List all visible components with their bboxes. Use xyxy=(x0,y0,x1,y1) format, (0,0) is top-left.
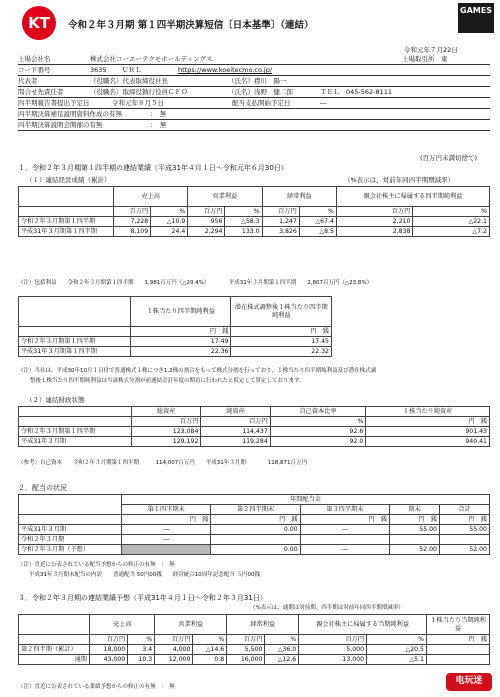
unit-cell: 百万円 xyxy=(336,207,413,217)
value-cell: 0.00 xyxy=(211,525,300,535)
col-net-assets: 純資産 xyxy=(201,407,270,417)
unit-cell: 百万円 xyxy=(262,207,299,217)
value-cell: 2,210 xyxy=(336,217,413,227)
operating-results-table xyxy=(18,186,490,237)
value-cell: 4,000 xyxy=(155,645,193,655)
value-cell: 22.36 xyxy=(130,347,231,357)
unit-cell: 円 銭 xyxy=(427,635,490,645)
unit-cell: 百万円 xyxy=(188,207,225,217)
unit-row-label xyxy=(19,417,132,427)
corner-cell xyxy=(19,187,114,207)
value-cell: ― xyxy=(300,525,389,535)
unit-cell: 円 銭 xyxy=(366,417,490,427)
value-cell: 7,228 xyxy=(114,217,151,227)
col-ord-income: 経常利益 xyxy=(262,187,336,207)
annual-dividend-group: 年間配当金 xyxy=(122,495,490,505)
value-cell: △14.6 xyxy=(193,645,227,655)
value-cell: 12,000 xyxy=(155,655,193,665)
exchange: 上場取引所 東 xyxy=(402,55,448,63)
table-row xyxy=(19,347,332,357)
value-cell: 52.00 xyxy=(390,545,440,555)
listed-label: 上場会社名 xyxy=(18,55,51,63)
unit-cell: 百万円 xyxy=(90,635,128,645)
table-row xyxy=(19,545,490,555)
row-label: 第２四半期（累計） xyxy=(19,645,90,655)
value-cell: 17.49 xyxy=(130,337,231,347)
col-equity-ratio: 自己資本比率 xyxy=(270,407,366,417)
unit-row-label xyxy=(19,207,114,217)
corner-cell xyxy=(19,407,132,417)
value-cell: 2,294 xyxy=(188,227,225,237)
value-cell xyxy=(440,535,490,545)
col-sales: 売上高 xyxy=(114,187,188,207)
unit-cell: 円 銭 xyxy=(390,515,440,525)
divider xyxy=(18,119,490,120)
url-label: ＵＲＬ xyxy=(122,66,142,74)
unit-cell: % xyxy=(151,207,188,217)
rep-name: （氏名）襟川 陽一 xyxy=(228,77,287,85)
value-cell xyxy=(390,535,440,545)
unit-cell: % xyxy=(265,635,299,645)
value-cell xyxy=(427,655,490,665)
col-diluted-eps: 潜在株式調整後１株当たり四半期純利益 xyxy=(231,297,332,327)
row-label: 平成31年３月期 xyxy=(19,437,132,447)
col-op-income: 営業利益 xyxy=(188,187,262,207)
value-cell: △12.6 xyxy=(265,655,299,665)
value-cell: △67.4 xyxy=(299,217,336,227)
unit-cell: 百万円 xyxy=(299,635,367,645)
value-cell: 43,000 xyxy=(90,655,128,665)
divider xyxy=(18,64,490,65)
unit-cell: 百万円 xyxy=(227,635,265,645)
unit-cell: 百万円 xyxy=(114,207,151,217)
table-row xyxy=(19,525,490,535)
unit-cell: % xyxy=(270,417,366,427)
value-cell: 5,500 xyxy=(227,645,265,655)
rep-label: 代表者 xyxy=(18,77,38,85)
document-title: 令和２年３月期 第１四半期決算短信〔日本基準〕（連結） xyxy=(68,20,314,31)
site-logo-text: GAMES xyxy=(460,6,492,15)
value-cell: 18,000 xyxy=(90,645,128,655)
table-row xyxy=(19,645,490,655)
value-cell: 24.4 xyxy=(151,227,188,237)
divider xyxy=(18,75,490,76)
value-cell: △10.9 xyxy=(151,217,188,227)
value-cell: △8.5 xyxy=(299,227,336,237)
section3-note: （%表示は、通期は対前期、四半期は対前年同四半期増減率） xyxy=(250,605,404,611)
row-label: 令和２年３月期第１四半期 xyxy=(19,337,131,347)
code-value: 3635 xyxy=(90,66,107,74)
report-date-value: 令和元年８月５日 xyxy=(112,99,164,107)
corner-cell xyxy=(19,495,122,515)
col-total: 合計 xyxy=(440,505,490,515)
unit-cell: 円 銭 xyxy=(231,327,332,337)
section1-sub2: （２）連結財政状態 xyxy=(26,396,85,404)
value-cell: ― xyxy=(122,525,211,535)
value-cell xyxy=(300,535,389,545)
col-q2: 第２四半期末 xyxy=(211,505,300,515)
col-net-income: 親会社株主に帰属する四半期純利益 xyxy=(336,187,489,207)
value-cell: 52.00 xyxy=(440,545,490,555)
value-cell: 92.0 xyxy=(270,437,366,447)
value-cell: 956 xyxy=(188,217,225,227)
contact-role: （役職名）取締役執行役員ＣＦＯ xyxy=(90,88,188,96)
listed-value: 株式会社コーエーテクモホールディングス xyxy=(90,55,213,63)
dividend-table xyxy=(18,494,490,555)
col-op-income: 営業利益 xyxy=(155,615,227,635)
value-cell: ― xyxy=(300,545,389,555)
value-cell: 92.6 xyxy=(270,427,366,437)
value-cell: 22.32 xyxy=(231,347,332,357)
section2-heading: ２．配当の状況 xyxy=(18,484,67,492)
unit-cell: % xyxy=(225,207,262,217)
value-cell xyxy=(427,645,490,655)
dividend-note2: 平成31年３月期末配当の内訳 普通配当 50円00銭 経営統合10周年記念配当 ５円00銭 xyxy=(18,572,260,578)
col-year-end: 期末 xyxy=(390,505,440,515)
value-cell: ― xyxy=(122,535,211,545)
unit-cell: % xyxy=(413,207,490,217)
value-cell: △22.1 xyxy=(413,217,490,227)
value-cell: 0.00 xyxy=(211,545,300,555)
col-net-income: 親会社株主に帰属する当期純利益 xyxy=(299,615,427,635)
value-cell: 1,247 xyxy=(262,217,299,227)
row-label: 平成31年３月期第１四半期 xyxy=(19,227,114,237)
value-cell: 5,000 xyxy=(299,645,367,655)
rep-role: （役職名）代表取締役社長 xyxy=(90,77,168,85)
col-ord-income: 経常利益 xyxy=(227,615,299,635)
row-label: 平成31年３月期第１四半期 xyxy=(19,347,131,357)
contact-tel: ＴＥＬ 045-562-8111 xyxy=(320,88,393,96)
table-row xyxy=(19,217,490,227)
unit-cell: 百万円 xyxy=(155,635,193,645)
section3-heading: ３．令和２年３月期の連結業績予想（平成31年４月１日～令和２年３月31日） xyxy=(18,594,267,602)
divider xyxy=(18,108,490,109)
col-eps: １株当たり当期純利益 xyxy=(427,615,490,635)
col-total-assets: 総資産 xyxy=(132,407,201,417)
table-row xyxy=(19,515,490,525)
value-cell: △58.3 xyxy=(225,217,262,227)
forecast-note: （注）直近に公表されている業績予想からの修正の有無 ： 無 xyxy=(18,684,175,690)
unit-cell: % xyxy=(128,635,155,645)
eps-table xyxy=(18,296,332,357)
forecast-table xyxy=(18,614,490,665)
unit-cell: 円 銭 xyxy=(122,515,211,525)
comprehensive-income-note: （注）包括利益 令和２年３月期第１四半期 1,981百万円（△29.4%） 平成31年３月期第１四半期 2,807百万円（△23.8%） xyxy=(18,280,373,286)
row-label: 通期 xyxy=(19,655,90,665)
unit-cell: % xyxy=(367,635,427,645)
value-cell: △36.0 xyxy=(265,645,299,655)
section1-sub1: （１）連結経営成績（累計） xyxy=(26,176,111,184)
row-label: 令和２年３月期 xyxy=(19,535,122,545)
value-cell: 0.8 xyxy=(193,655,227,665)
code-label: コード番号 xyxy=(18,66,51,74)
col-q1: 第１四半期末 xyxy=(122,505,211,515)
value-cell: 114,437 xyxy=(201,427,270,437)
unit-note: (百万円未満切捨て) xyxy=(420,154,478,162)
unit-cell: 円 銭 xyxy=(130,327,231,337)
unit-cell: 百万円 xyxy=(132,417,201,427)
table-row xyxy=(19,655,490,665)
contact-label: 問合せ先責任者 xyxy=(18,88,64,96)
unit-cell: % xyxy=(299,207,336,217)
report-date: 令和元年７月22日 xyxy=(404,46,458,54)
table-row xyxy=(19,337,332,347)
shaded-cell xyxy=(122,545,211,555)
value-cell: 129,192 xyxy=(132,437,201,447)
corner-cell xyxy=(19,297,131,327)
col-eps: １株当たり四半期純利益 xyxy=(130,297,231,327)
unit-cell: 百万円 xyxy=(201,417,270,427)
site-logo xyxy=(458,3,494,33)
value-cell: 133.0 xyxy=(225,227,262,237)
financial-position-table xyxy=(18,406,490,447)
col-sales: 売上高 xyxy=(90,615,155,635)
value-cell: 17.45 xyxy=(231,337,332,347)
supp-value: ： 無 xyxy=(150,110,167,118)
equity-note: （参考）自己資本 令和２年３月期第１四半期 114,007百万円 平成31年３月期 118,871百万円 xyxy=(18,460,307,466)
dividend-value: ― xyxy=(320,99,327,107)
report-date-label: 四半期報告書提出予定日 xyxy=(18,99,90,107)
dividend-note1: （注）直近に公表されている配当予想からの修正の有無 ： 無 xyxy=(18,562,175,568)
value-cell: 901.43 xyxy=(366,427,490,437)
watermark-logo: 电玩迷 xyxy=(446,673,492,691)
corner-cell xyxy=(19,615,90,635)
value-cell xyxy=(211,535,300,545)
divider xyxy=(18,130,490,131)
value-cell: △7.2 xyxy=(413,227,490,237)
eps-note-line2: 整後１株当たり四半期純利益は当該株式分割が前連結会計年度の期首に行われたと仮定して算定しております。 xyxy=(30,378,305,384)
value-cell: 2,838 xyxy=(336,227,413,237)
value-cell: △20.5 xyxy=(367,645,427,655)
value-cell: 940.41 xyxy=(366,437,490,447)
value-cell: 123,084 xyxy=(132,427,201,437)
col-q3: 第３四半期末 xyxy=(300,505,389,515)
value-cell: 119,284 xyxy=(201,437,270,447)
table-row xyxy=(19,535,490,545)
value-cell: △5.1 xyxy=(367,655,427,665)
section1-heading: １．令和２年３月期第１四半期の連結業績（平成31年４月１日～令和元年６月30日） xyxy=(18,164,288,172)
divider xyxy=(18,86,490,87)
table-row xyxy=(19,227,490,237)
row-label: 令和２年３月期第１四半期 xyxy=(19,217,114,227)
unit-cell: 円 銭 xyxy=(300,515,389,525)
value-cell: 16,000 xyxy=(227,655,265,665)
row-label: 令和２年３月期第１四半期 xyxy=(19,427,132,437)
unit-cell: 円 銭 xyxy=(440,515,490,525)
section1-sub1-note: （%表示は、対前年同四半期増減率） xyxy=(344,176,455,184)
row-label: 平成31年３月期 xyxy=(19,525,122,535)
value-cell: 3.4 xyxy=(128,645,155,655)
value-cell: 55.00 xyxy=(390,525,440,535)
value-cell: 55.00 xyxy=(440,525,490,535)
table-row xyxy=(19,437,490,447)
company-url-link[interactable]: https://www.koeitecmo.co.jp/ xyxy=(178,66,273,74)
contact-name: （氏名）浅野 健二郎 xyxy=(228,88,293,96)
row-label: 令和２年３月期（予想） xyxy=(19,545,122,555)
company-logo: KT xyxy=(22,6,56,40)
supp-label: 四半期決算補足説明資料作成の有無 xyxy=(18,110,122,118)
table-row xyxy=(19,427,490,437)
meeting-label: 四半期決算説明会開催の有無 xyxy=(18,121,103,129)
divider xyxy=(18,97,490,98)
value-cell: 3,826 xyxy=(262,227,299,237)
value-cell: 13,000 xyxy=(299,655,367,665)
eps-note-line1: （注）当社は、平成30年10月１日付で普通株式１株につき1.2株の割合をもって株式分割を行っており、１株当たり四半期純利益及び潜在株式調 xyxy=(18,368,377,374)
row-label xyxy=(19,515,122,525)
unit-row-label xyxy=(19,635,90,645)
unit-cell: 円 銭 xyxy=(211,515,300,525)
unit-row-label xyxy=(19,327,131,337)
dividend-label: 配当支払開始予定日 xyxy=(232,99,291,107)
value-cell: 8,109 xyxy=(114,227,151,237)
unit-cell: % xyxy=(193,635,227,645)
value-cell: 10.3 xyxy=(128,655,155,665)
meeting-value: ： 無 xyxy=(150,121,167,129)
col-bps: １株当たり純資産 xyxy=(366,407,490,417)
